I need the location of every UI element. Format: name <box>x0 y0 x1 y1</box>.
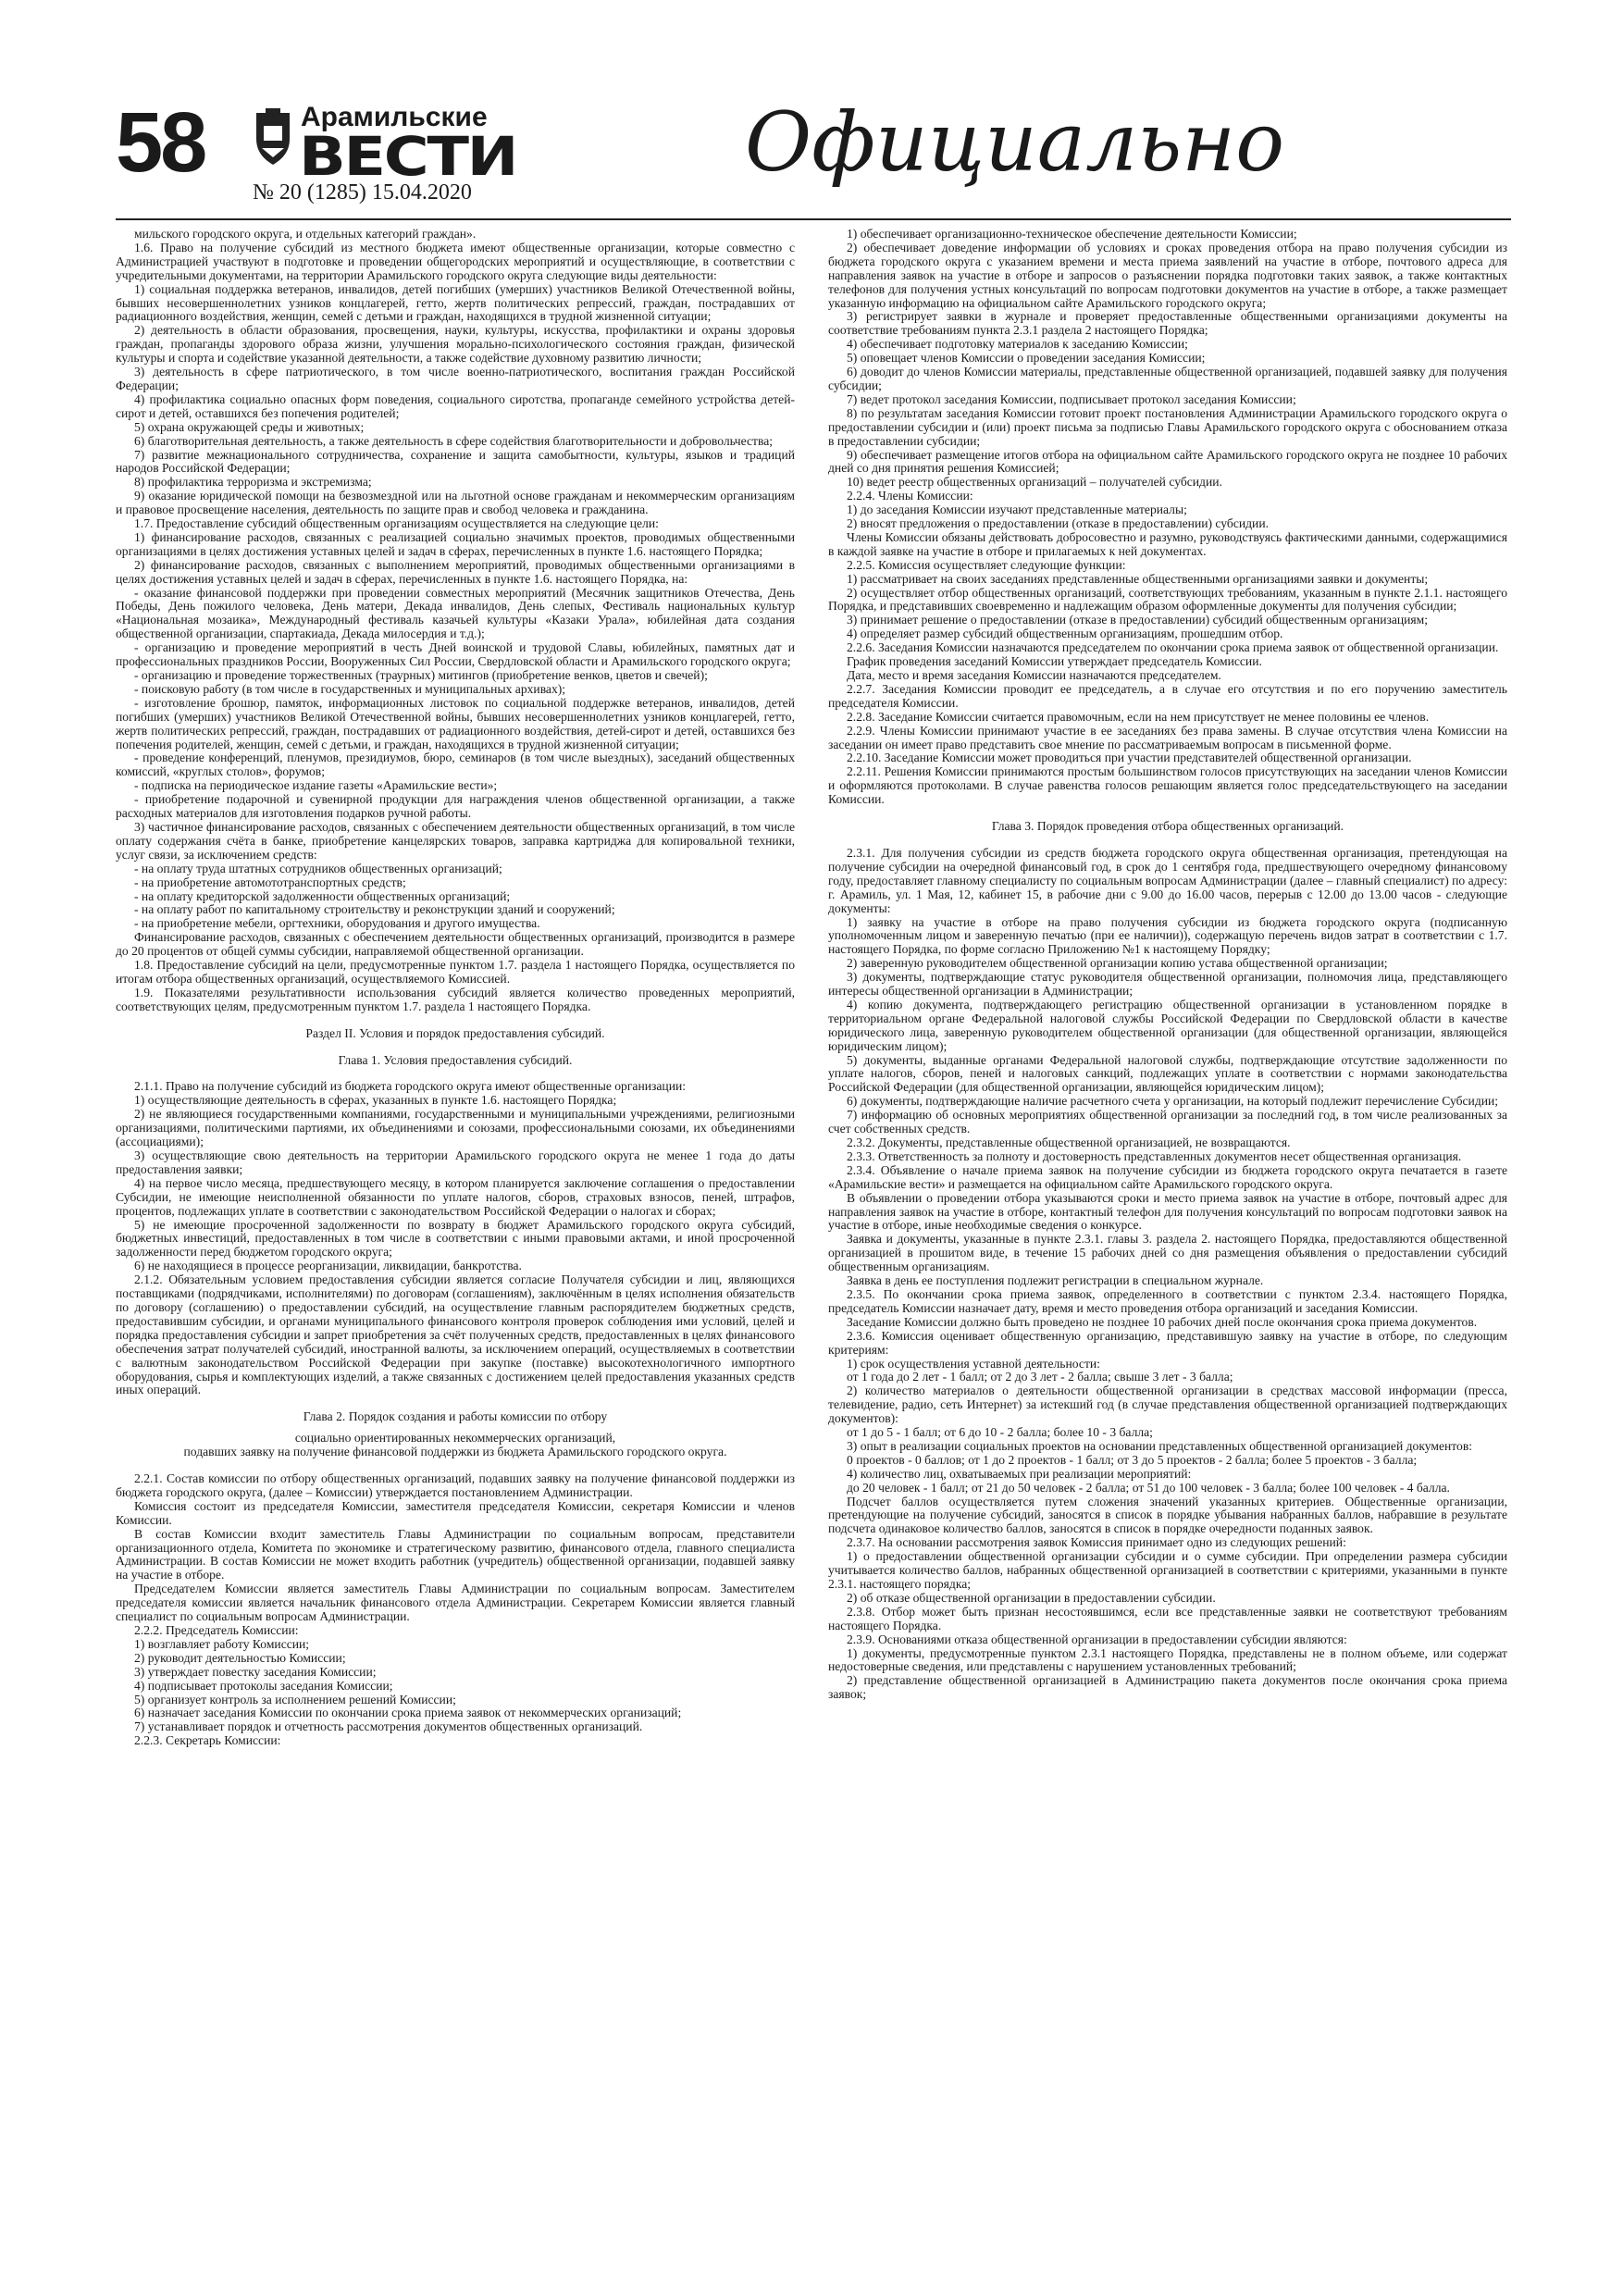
paragraph: 2) осуществляет отбор общественных организаций, соответствующих требованиям, указанным в пункте 2.1.1. настоящего Порядка, и представивших своевременно и надлежащим образом оформленные документы для получения субсидии; <box>828 585 1507 614</box>
paragraph: 1) возглавляет работу Комиссии; <box>134 1636 310 1651</box>
paragraph: 2.3.6. Комиссия оценивает общественную организацию, представившую заявку на участие в отборе, по следующим критериям: <box>828 1328 1507 1357</box>
chapter-heading-line: подавших заявку на получение финансовой поддержки из бюджета Арамильского городского округа. <box>183 1445 727 1459</box>
paragraph: 1) срок осуществления уставной деятельности: <box>847 1356 1100 1371</box>
chapter-heading-line: Глава 2. Порядок создания и работы комиссии по отбору <box>303 1409 608 1424</box>
paragraph: 2) количество материалов о деятельности общественной организации в средствах массовой информации (пресса, телевидение, радио, сеть Интернет) за истекший год (в случае представления общественной организацией подтверждающих документов): <box>828 1384 1507 1426</box>
paragraph: 5) оповещает членов Комиссии о проведении заседания Комиссии; <box>847 351 1206 366</box>
brand-name-small: Арамильские <box>301 102 488 132</box>
paragraph: 2) представление общественной организацией в Администрацию пакета документов после окончания срока приема заявок; <box>828 1673 1507 1702</box>
paragraph: 2.3.7. На основании рассмотрения заявок Комиссия принимает одно из следующих решений: <box>847 1535 1346 1550</box>
paragraph: 8) профилактика терроризма и экстремизма; <box>134 475 372 490</box>
chapter-heading-line: социально ориентированных некоммерческих организаций, <box>294 1431 616 1446</box>
paragraph: - организацию и проведение торжественных (траурных) митингов (приобретение венков, цветов и свечей); <box>134 668 708 682</box>
paragraph: 2) вносят предложения о предоставлении (отказе в предоставлении) субсидии. <box>847 516 1269 531</box>
paragraph: 6) доводит до членов Комиссии материалы, представленные общественной организацией, подавшей заявку для получения субсидии; <box>828 365 1507 392</box>
paragraph: 7) информацию об основных мероприятиях общественной организации за последний год, в том числе реализованных за счет собственных средств. <box>828 1108 1507 1136</box>
paragraph: 1) о предоставлении общественной организации субсидии и о сумме субсидии. При определении размера субсидии учитывается количество баллов, набранных общественной организацией в соответствии с критериями, указанными в пункте 2.3.1. настоящего порядка; <box>828 1549 1507 1591</box>
paragraph: 2.3.8. Отбор может быть признан несостоявшимся, если все представленные заявки не соответствуют требованиям настоящего Порядка. <box>828 1604 1507 1632</box>
paragraph: 2.2.3. Секретарь Комиссии: <box>134 1733 281 1748</box>
paragraph: - оказание финансовой поддержки при проведении совместных мероприятий (Месячник защитников Отечества, День Победы, День пожилого человека, День матери, Декада инвалидов, День слепых, Фестиваль национальных культур «Национальная мозаика», Международный фестиваль казачьей культуры «Казаки Урала», юбилейная дата создания общественной организации, спартакиада, Декада милосердия и т.д.); <box>116 585 795 641</box>
paragraph: 5) охрана окружающей среды и животных; <box>134 419 365 434</box>
paragraph: 2) руководит деятельностью Комиссии; <box>134 1650 346 1665</box>
header-divider <box>116 218 1511 220</box>
paragraph: 8) по результатам заседания Комиссии готовит проект постановления Администрации Арамильского городского округа о предоставлении субсидии и (или) проект письма за подписью Главы Арамильского городского округа с обоснованием отказа в предоставлении субсидии; <box>828 405 1507 448</box>
section-heading: Глава 1. Условия предоставления субсидий. <box>338 1052 573 1067</box>
paragraph: 3) осуществляющие свою деятельность на территории Арамильского городского округа не менее 1 года до даты предоставления заявки; <box>116 1148 795 1176</box>
paragraph: 6) благотворительная деятельность, а также деятельность в сфере содействия благотворительности и добровольчества; <box>134 433 774 448</box>
paragraph: 2.3.3. Ответственность за полноту и достоверность представленных документов несет общественная организация. <box>847 1148 1462 1163</box>
paragraph: 4) копию документа, подтверждающего регистрацию общественной организации в установленном порядке в территориальном органе Федеральной налоговой службы Российской Федерации по Свердловской области в качестве юридического лица, заверенную руководителем общественной организации (для общественной организации, являющейся юридическим лицом); <box>828 997 1507 1053</box>
paragraph: График проведения заседаний Комиссии утверждает председатель Комиссии. <box>847 654 1262 669</box>
paragraph: 1) документы, предусмотренные пунктом 2.3.1 настоящего Порядка, представлены не в полном объеме, или содержат недостоверные сведения, или представлены с нарушением установленных требований; <box>828 1645 1507 1674</box>
paragraph: 3) частичное финансирование расходов, связанных с обеспечением деятельности общественных организаций, в том числе оплату содержания счёта в банке, приобретение канцелярских товаров, заправка картриджа для копировальной техники, услуг связи, за исключением средств: <box>116 819 795 862</box>
paragraph: 6) не находящиеся в процессе реорганизации, ликвидации, банкротства. <box>134 1259 522 1273</box>
paragraph: 7) ведет протокол заседания Комиссии, подписывает протокол заседания Комиссии; <box>847 391 1296 406</box>
paragraph: 9) оказание юридической помощи на безвозмездной или на льготной основе гражданам и некоммерческим организациям и правовое просвещение населения, деятельность по защите прав и свобод человека и гражданина. <box>116 489 795 517</box>
paragraph: 3) принимает решение о предоставлении (отказе в предоставлении) субсидий общественным организациям; <box>847 613 1429 627</box>
paragraph: Дата, место и время заседания Комиссии назначаются председателем. <box>847 668 1221 682</box>
paragraph: 2.2.2. Председатель Комиссии: <box>134 1623 299 1637</box>
paragraph: 1.7. Предоставление субсидий общественным организациям осуществляется на следующие цели: <box>134 516 659 531</box>
paragraph: 3) опыт в реализации социальных проектов на основании представленных общественной организацией документов: <box>847 1438 1473 1453</box>
paragraph: - на оплату труда штатных сотрудников общественных организаций; <box>134 861 502 875</box>
paragraph: 0 проектов - 0 баллов; от 1 до 2 проектов - 1 балл; от 3 до 5 проектов - 2 балла; более 5 проектов - 3 балла; <box>847 1452 1418 1467</box>
paragraph: 5) не имеющие просроченной задолженности по возврату в бюджет Арамильского городского округа субсидий, бюджетных инвестиций, предоставленных в том числе в соответствии с иными правовыми актами, и иной просроченной задолженности перед бюджетом городского округа; <box>116 1217 795 1260</box>
paragraph: - проведение конференций, пленумов, президиумов, бюро, семинаров (в том числе выездных), заседаний общественных комиссий, «круглых столов», форумов; <box>116 751 795 779</box>
paragraph: 1) финансирование расходов, связанных с реализацией социально значимых проектов, проводимых общественными организациями в целях достижения уставных целей и задач в сферах, перечисленных в пункте 1.6. настоящего Порядка; <box>116 529 795 558</box>
paragraph: от 1 года до 2 лет - 1 балл; от 2 до 3 лет - 2 балла; свыше 3 лет - 3 балла; <box>847 1370 1233 1384</box>
paragraph: 3) регистрирует заявки в журнале и проверяет предоставленные общественными организациями документы на соответствие требованиям пункта 2.3.1 раздела 2 настоящего Порядка; <box>828 309 1507 338</box>
paragraph: 2.2.11. Решения Комиссии принимаются простым большинством голосов присутствующих на заседании членов Комиссии и оформляются протоколами. В случае равенства голосов решающим является голос председательствующего на заседании Комиссии. <box>828 764 1507 807</box>
paragraph: 1) обеспечивает организационно-техническое обеспечение деятельности Комиссии; <box>847 227 1297 241</box>
paragraph: мильского городского округа, и отдельных категорий граждан». <box>134 227 477 241</box>
paragraph: 6) документы, подтверждающие наличие расчетного счета у организации, на который подлежит перечисление Субсидии; <box>847 1094 1499 1109</box>
paragraph: - на оплату работ по капитальному строительству и реконструкции зданий и сооружений; <box>134 902 615 917</box>
paragraph: Заседание Комиссии должно быть проведено не позднее 10 рабочих дней после окончания срока приема документов. <box>847 1314 1478 1329</box>
paragraph: 2.1.2. Обязательным условием предоставления субсидии является согласие Получателя субсидии и лиц, являющихся поставщиками (подрядчиками, исполнителями) по договорам (соглашениям), заключённым в целях исполнения обязательств по договору (соглашению) о предоставлении субсидий, на осуществление главным распорядителем бюджетных средств, предоставившим субсидии, и органами муниципального финансового контроля проверок соблюдения ими условий, целей и порядка предоставления субсидии и запрет приобретения за счёт полученных средств, предоставленных в целях финансового обеспечения затрат получателей субсидий, иностранной валюты, за исключением операций, осуществляемых в соответствии с валютным законодательством Российской Федерации при закупке (поставке) высокотехнологичного импортного оборудования, сырья и комплектующих изделий, а также связанных с достижением целей предоставления указанных средств иных операций. <box>116 1272 795 1397</box>
paragraph: 2.2.1. Состав комиссии по отбору общественных организаций, подавших заявку на получение финансовой поддержки из бюджета городского округа, (далее – Комиссии) утверждается постановлением Администрации. <box>116 1471 795 1499</box>
paragraph: 2) обеспечивает доведение информации об условиях и сроках проведения отбора на право получения субсидии из бюджета городского округа с указанием времени и места приема заявлений на участие в отборе, почтового адреса для направления заявок на участие в отборе и запросов о разъяснении порядка подготовки таких заявок, а также контактных телефонов для получения устных консультаций по вопросам подготовки документов на участие в отборе, а также размещает указанную информацию на официальном сайте Арамильского городского округа; <box>828 240 1507 310</box>
issue-number-date: № 20 (1285) 15.04.2020 <box>253 180 472 205</box>
masthead <box>116 93 1522 208</box>
paragraph: 2) об отказе общественной организации в предоставлении субсидии. <box>847 1590 1216 1605</box>
paragraph: В объявлении о проведении отбора указываются сроки и место приема заявок на участие в отборе, почтовый адрес для направления заявок на участие в отборе, контактный телефон для получения консультаций по вопросам подготовки заявок на участие в отборе, иные необходимые сведения о конкурсе. <box>828 1190 1507 1233</box>
paragraph: 3) документы, подтверждающие статус руководителя общественной организации, полномочия лица, представляющего интересы общественной организации в Администрации; <box>828 970 1507 999</box>
paragraph: - организацию и проведение мероприятий в честь Дней воинской и трудовой Славы, юбилейных, памятных дат и профессиональных праздников России, Вооруженных Сил России, Свердловской области и Арамильского городского округа; <box>116 640 795 669</box>
paragraph: 2.1.1. Право на получение субсидий из бюджета городского округа имеют общественные организации: <box>134 1079 687 1094</box>
paragraph: 1) социальная поддержка ветеранов, инвалидов, детей погибших (умерших) участников Великой Отечественной войны, бывших несовершеннолетних узников концлагерей, гетто, жертв политических репрессий, граждан, пострадавших от радиационного воздействия, женщин, семей с детьми и граждан, находящихся в трудной жизненной ситуации; <box>116 281 795 324</box>
paragraph: 1) осуществляющие деятельность в сферах, указанных в пункте 1.6. настоящего Порядка; <box>134 1093 617 1108</box>
paragraph: 6) назначает заседания Комиссии по окончании срока приема заявок от некоммерческих организаций; <box>134 1706 682 1720</box>
paragraph: 2.2.5. Комиссия осуществляет следующие функции: <box>847 557 1126 572</box>
paragraph: 2.3.1. Для получения субсидии из средств бюджета городского округа общественная организация, претендующая на получение субсидии на очередной финансовый год, в срок до 1 сентября года, предшествующего очередному финансовому году, предоставляет главному специалисту по социальным вопросам Администрации (далее – главный специалист) по адресу: г. Арамиль, ул. 1 Мая, 12, кабинет 15, в рабочие дни с 9.00 до 16.00 часов, перерыв с 12.00 до 13.00 часов - следующие документы: <box>828 845 1507 915</box>
paragraph: 4) профилактика социально опасных форм поведения, социального сиротства, пропаганде семейного устройства детей-сирот и детей, оставшихся без попечения родителей; <box>116 391 795 420</box>
paragraph: 2.3.9. Основаниями отказа общественной организации в предоставлении субсидии являются: <box>847 1632 1347 1646</box>
paragraph: - на оплату кредиторской задолженности общественных организаций; <box>134 888 511 903</box>
paragraph: Председателем Комиссии является заместитель Главы Администрации по социальным вопросам. Заместителем председателя комиссии является начальник финансового отдела Администрации. Секретарем Комиссии является главный специалист по социальным вопросам Администрации. <box>116 1582 795 1624</box>
paragraph: 1.6. Право на получение субсидий из местного бюджета имеют общественные организации, которые совместно с Администрацией участвуют в подготовке и проведении общегородских мероприятий и осуществляющие, в соответствии с учредительными документами, на территории Арамильского городского округа следующие виды деятельности: <box>116 240 795 282</box>
paragraph: 4) обеспечивает подготовку материалов к заседанию Комиссии; <box>847 337 1188 352</box>
paragraph: 2) не являющиеся государственными компаниями, государственными и муниципальными учреждениями, религиозными организациями, политическими партиями, их объединениями и союзами, профессиональными союзами, их объединениями (ассоциациями); <box>116 1107 795 1149</box>
paragraph: 4) количество лиц, охватываемых при реализации мероприятий: <box>847 1466 1192 1481</box>
left-column <box>116 228 795 1748</box>
section-title: Официально <box>745 94 1285 190</box>
coat-of-arms-icon <box>251 107 295 167</box>
paragraph: 5) организует контроль за исполнением решений Комиссии; <box>134 1692 456 1706</box>
right-column <box>828 228 1507 1702</box>
paragraph: - приобретение подарочной и сувенирной продукции для награждения членов общественной организации, а также расходных материалов для изготовления подарков ручной работы. <box>116 792 795 821</box>
paragraph: 5) документы, выданные органами Федеральной налоговой службы, подтверждающие отсутствие задолженности по уплате налогов, сборов, пеней и налоговых санкций, подлежащих уплате в соответствии с нормами законодательства Российской Федерации (для общественной организации, являющейся юридическим лицом); <box>828 1052 1507 1095</box>
paragraph: Комиссия состоит из председателя Комиссии, заместителя председателя Комиссии, секретаря Комиссии и членов Комиссии. <box>116 1498 795 1527</box>
paragraph: Заявка в день ее поступления подлежит регистрации в специальном журнале. <box>847 1273 1264 1288</box>
paragraph: 2) деятельность в области образования, просвещения, науки, культуры, искусства, профилактики и охраны здоровья граждан, пропаганды здорового образа жизни, улучшения морально-психологического состояния граждан, физической культуры и спорта и содействие указанной деятельности, а также содействие духовному развитию личности; <box>116 323 795 366</box>
paragraph: В состав Комиссии входит заместитель Главы Администрации по социальным вопросам, представители организационного отдела, Комитета по экономике и стратегическому развитию, финансового отдела, главного специалиста Администрации. В состав Комиссии не может входить работник (учредитель) общественной организации, подавшей заявку на участие в отборе. <box>116 1526 795 1582</box>
paragraph: 2.2.8. Заседание Комиссии считается правомочным, если на нем присутствует не менее половины ее членов. <box>847 709 1430 724</box>
paragraph: 3) деятельность в сфере патриотического, в том числе военно-патриотического, воспитания граждан Российской Федерации; <box>116 365 795 392</box>
paragraph: 1) до заседания Комиссии изучают представленные материалы; <box>847 503 1187 517</box>
brand-name-big: ВЕСТИ <box>299 125 517 188</box>
section-heading: Глава 3. Порядок проведения отбора общественных организаций. <box>991 819 1344 834</box>
paragraph: - поисковую работу (в том числе в государственных и муниципальных архивах); <box>134 681 566 696</box>
paragraph: 10) ведет реестр общественных организаций – получателей субсидии. <box>847 475 1222 490</box>
paragraph: Финансирование расходов, связанных с обеспечением деятельности общественных организаций, производится в размере до 20 процентов от общей суммы субсидии, направляемой общественной организации. <box>116 930 795 959</box>
paragraph: 2.2.4. Члены Комиссии: <box>847 489 973 503</box>
paragraph: 9) обеспечивает размещение итогов отбора на официальном сайте Арамильского городского округа не позднее 10 рабочих дней со дня принятия решения Комиссией; <box>828 447 1507 476</box>
paragraph: 3) утверждает повестку заседания Комиссии; <box>134 1664 377 1679</box>
paragraph: 2.2.6. Заседания Комиссии назначаются председателем по окончании срока приема заявок от общественной организации. <box>847 640 1499 655</box>
section-heading: Раздел II. Условия и порядок предоставления субсидий. <box>305 1025 605 1040</box>
paragraph: 4) определяет размер субсидий общественным организациям, прошедшим отбор. <box>847 627 1283 641</box>
paragraph: 7) устанавливает порядок и отчетность рассмотрения документов общественных организаций. <box>134 1719 643 1734</box>
paragraph: - изготовление брошюр, памяток, информационных листовок по социальной поддержке ветеранов, инвалидов, детей погибших (умерших) участников Великой Отечественной войны, бывших несовершеннолетних узников концлагерей, гетто, жертв политических репрессий, граждан, пострадавших от радиационного воздействия, детей-сирот и детей, оставшихся без попечения родителей, женщин, семей с детьми, и граждан, находящихся в трудной жизненной ситуации; <box>116 695 795 751</box>
paragraph: 4) подписывает протоколы заседания Комиссии; <box>134 1678 393 1693</box>
paragraph: - подписка на периодическое издание газеты «Арамильские вести»; <box>134 778 498 793</box>
paragraph: Подсчет баллов осуществляется путем сложения значений указанных критериев. Общественные организации, претендующие на получение субсидий, заносятся в список в порядке убывания набранных баллов, набравшие в результате подсчета одинаковое количество баллов, заносятся в список в порядке очередности поданных заявок. <box>828 1494 1507 1536</box>
paragraph: 2.3.2. Документы, представленные общественной организацией, не возвращаются. <box>847 1136 1291 1149</box>
paragraph: - на приобретение мебели, оргтехники, оборудования и другого имущества. <box>134 916 540 931</box>
paragraph: 1) рассматривает на своих заседаниях представленные общественными организациями заявки и документы; <box>847 571 1429 586</box>
paragraph: 2.3.5. По окончании срока приема заявок, определенного в соответствии с пунктом 2.3.4. настоящего Порядка, председатель Комиссии назначает дату, время и место проведения отбора организаций и заседания Комиссии. <box>828 1286 1507 1315</box>
paragraph: - на приобретение автомототранспортных средств; <box>134 875 406 889</box>
paragraph: 2.2.9. Члены Комиссии принимают участие в ее заседаниях без права замены. В случае отсутствия члена Комиссии на заседании он имеет право представить свое мнение по рассматриваемым вопросам в письменной форме. <box>828 723 1507 751</box>
paragraph: от 1 до 5 - 1 балл; от 6 до 10 - 2 балла; более 10 - 3 балла; <box>847 1425 1153 1440</box>
page-number: 58 <box>116 95 205 190</box>
paragraph: 7) развитие межнационального сотрудничества, сохранение и защита самобытности, культуры, языков и традиций народов Российской Федерации; <box>116 447 795 476</box>
paragraph: до 20 человек - 1 балл; от 21 до 50 человек - 2 балла; от 51 до 100 человек - 3 балла; более 100 человек - 4 балла. <box>847 1480 1450 1495</box>
paragraph: 2.2.10. Заседание Комиссии может проводиться при участии представителей общественной организации. <box>847 751 1412 765</box>
paragraph: 1.8. Предоставление субсидий на цели, предусмотренные пунктом 1.7. раздела 1 настоящего Порядка, осуществляется по итогам отбора общественных организаций, осуществляемого Комиссией. <box>116 958 795 986</box>
paragraph: 2.3.4. Объявление о начале приема заявок на получение субсидии из бюджета городского округа печатается в газете «Арамильские вести» и размещается на официальном сайте Арамильского городского округа. <box>828 1162 1507 1191</box>
paragraph: 4) на первое число месяца, предшествующего месяцу, в котором планируется заключение соглашения о предоставлении Субсидии, не имеющие неисполненной обязанности по уплате налогов, сборов, страховых взносов, пеней, штрафов, процентов, подлежащих уплате в соответствии с законодательством Российской Федерации о налогах и сборах; <box>116 1175 795 1218</box>
paragraph: 2) финансирование расходов, связанных с выполнением мероприятий, проводимых общественными организациями в целях достижения уставных целей и задач в сферах, перечисленных в пункте 1.6. настоящего Порядка, на: <box>116 557 795 586</box>
paragraph: 1.9. Показателями результативности использования субсидий является количество проведенных мероприятий, соответствующих целям, предусмотренным пунктом 1.7. раздела 1 настоящего Порядка. <box>116 985 795 1013</box>
paragraph: Заявка и документы, указанные в пункте 2.3.1. главы 3. раздела 2. настоящего Порядка, предоставляются общественной организацией в прошитом виде, в течение 15 рабочих дней со дня размещения объявления о предоставлении субсидий общественным организациям. <box>828 1232 1507 1274</box>
paragraph: 2.2.7. Заседания Комиссии проводит ее председатель, а в случае его отсутствия и по его поручению заместитель председателя Комиссии. <box>828 681 1507 710</box>
paragraph: 1) заявку на участие в отборе на право получения субсидии из бюджета городского округа (подписанную уполномоченным лицом и заверенную печатью (при ее наличии)), содержащую перечень видов затрат в соответствии с 1.7. настоящего Порядка, по форме согласно Приложению №1 к настоящему Порядку; <box>828 914 1507 957</box>
paragraph: 2) заверенную руководителем общественной организации копию устава общественной организации; <box>847 956 1388 971</box>
paragraph: Члены Комиссии обязаны действовать добросовестно и разумно, руководствуясь фактическими данными, содержащимися в каждой заявке на участие в отборе и прилагаемых к ней документах. <box>828 529 1507 558</box>
